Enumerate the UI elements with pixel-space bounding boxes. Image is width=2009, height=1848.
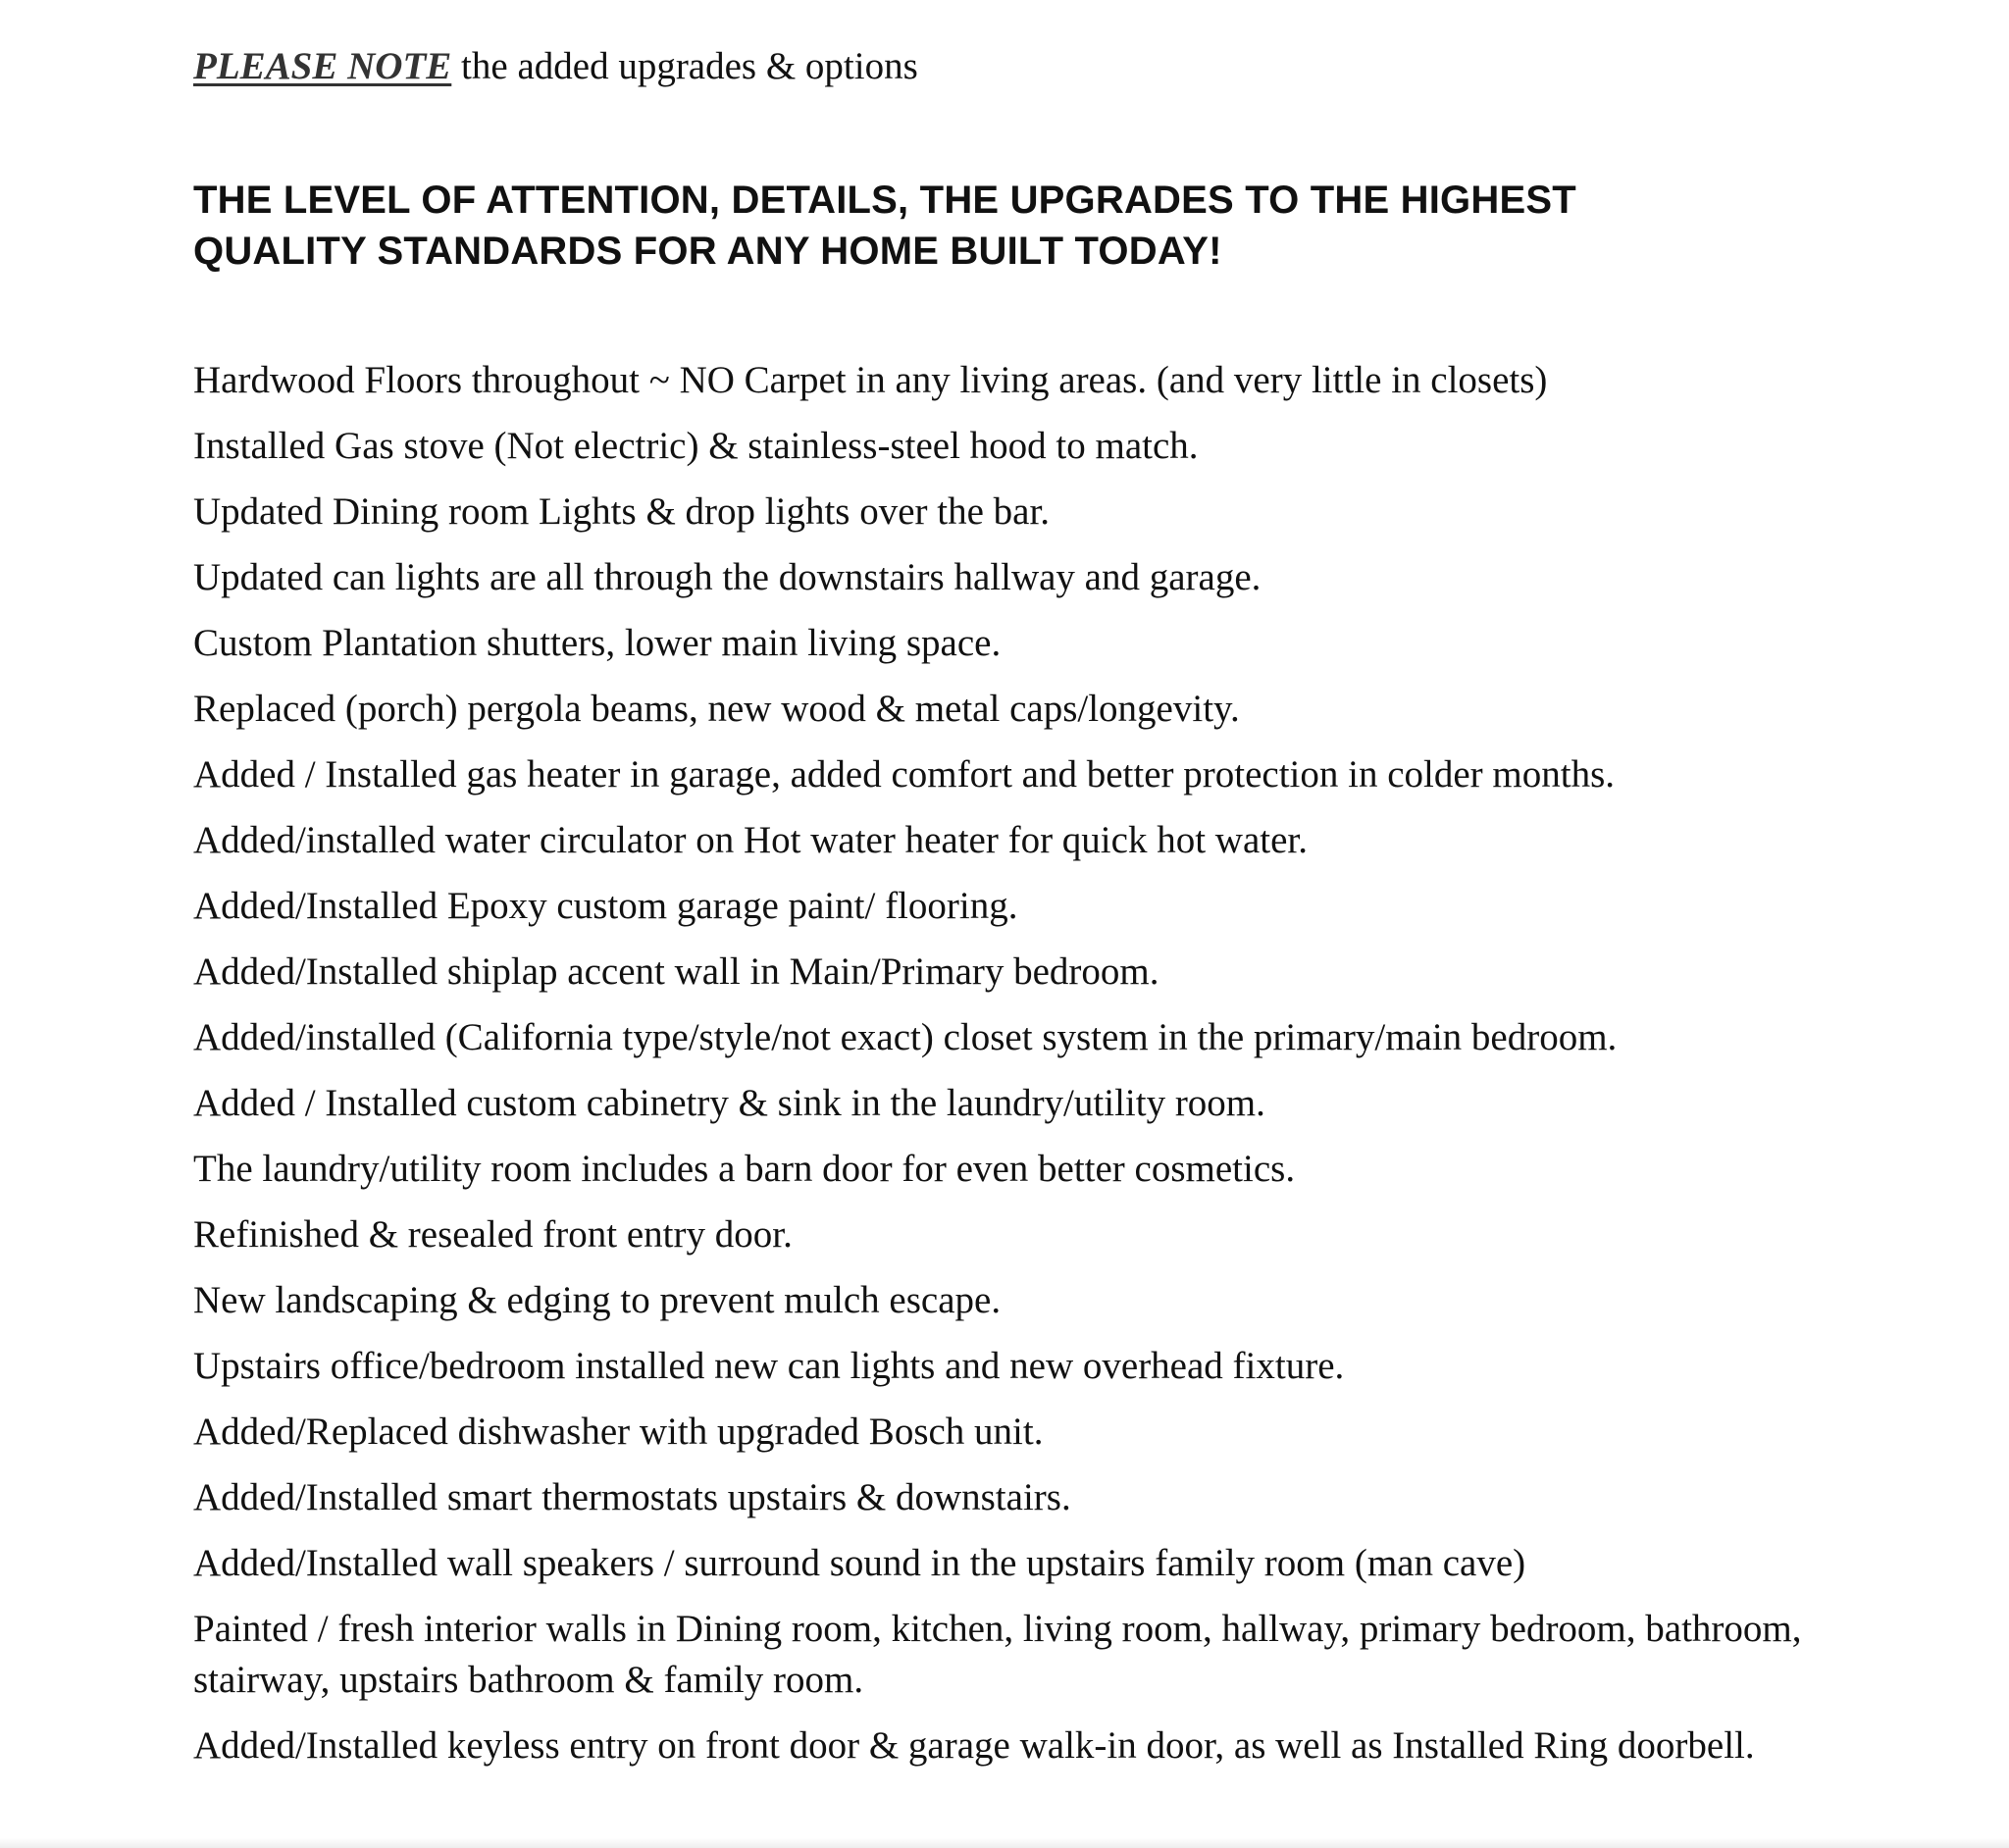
- upgrades-list: [193, 355, 1841, 1786]
- list-item: Replaced (porch) pergola beams, new wood & metal caps/longevity.: [193, 688, 1240, 730]
- list-item: New landscaping & edging to prevent mulch escape.: [193, 1279, 1002, 1321]
- list-item: Added/Installed smart thermostats upstairs & downstairs.: [193, 1476, 1071, 1518]
- list-item: Updated Dining room Lights & drop lights over the bar.: [193, 490, 1051, 533]
- page-bottom-shadow: [0, 1838, 2009, 1848]
- list-item: Added/installed water circulator on Hot water heater for quick hot water.: [193, 819, 1308, 861]
- list-item: Installed Gas stove (Not electric) & stainless-steel hood to match.: [193, 425, 1199, 467]
- list-item: Custom Plantation shutters, lower main living space.: [193, 622, 1002, 664]
- list-item: Added/Installed shiplap accent wall in Main/Primary bedroom.: [193, 950, 1159, 993]
- note-text: the added upgrades & options: [451, 45, 918, 87]
- list-item: Added / Installed gas heater in garage, added comfort and better protection in colder months.: [193, 753, 1615, 796]
- note-line: [193, 41, 918, 92]
- list-item: Upstairs office/bedroom installed new can lights and new overhead fixture.: [193, 1345, 1345, 1387]
- list-item: Refinished & resealed front entry door.: [193, 1213, 793, 1256]
- list-item: Added/Installed keyless entry on front door & garage walk-in door, as well as Installed Ring doorbell.: [193, 1724, 1755, 1767]
- list-item: Added/Replaced dishwasher with upgraded Bosch unit.: [193, 1411, 1044, 1453]
- list-item: Updated can lights are all through the downstairs hallway and garage.: [193, 556, 1262, 598]
- list-item: Added/Installed Epoxy custom garage paint/ flooring.: [193, 885, 1018, 927]
- headline-line: THE LEVEL OF ATTENTION, DETAILS, THE UPGRADES TO THE HIGHEST: [193, 179, 1576, 222]
- headline-line: QUALITY STANDARDS FOR ANY HOME BUILT TODAY!: [193, 230, 1222, 273]
- list-item: Added/Installed wall speakers / surround sound in the upstairs family room (man cave): [193, 1542, 1526, 1584]
- list-item: The laundry/utility room includes a barn door for even better cosmetics.: [193, 1148, 1296, 1190]
- list-item: Added / Installed custom cabinetry & sink in the laundry/utility room.: [193, 1082, 1265, 1124]
- list-item: Painted / fresh interior walls in Dining room, kitchen, living room, hallway, primary bedroom, bathroom, stairway, upstairs bathroom & family room.: [193, 1608, 1802, 1701]
- note-emphasis: PLEASE NOTE: [193, 45, 452, 87]
- list-item: Added/installed (California type/style/not exact) closet system in the primary/main bedroom.: [193, 1016, 1618, 1058]
- list-item: Hardwood Floors throughout ~ NO Carpet in any living areas. (and very little in closets): [193, 359, 1548, 401]
- headline: [193, 175, 1802, 277]
